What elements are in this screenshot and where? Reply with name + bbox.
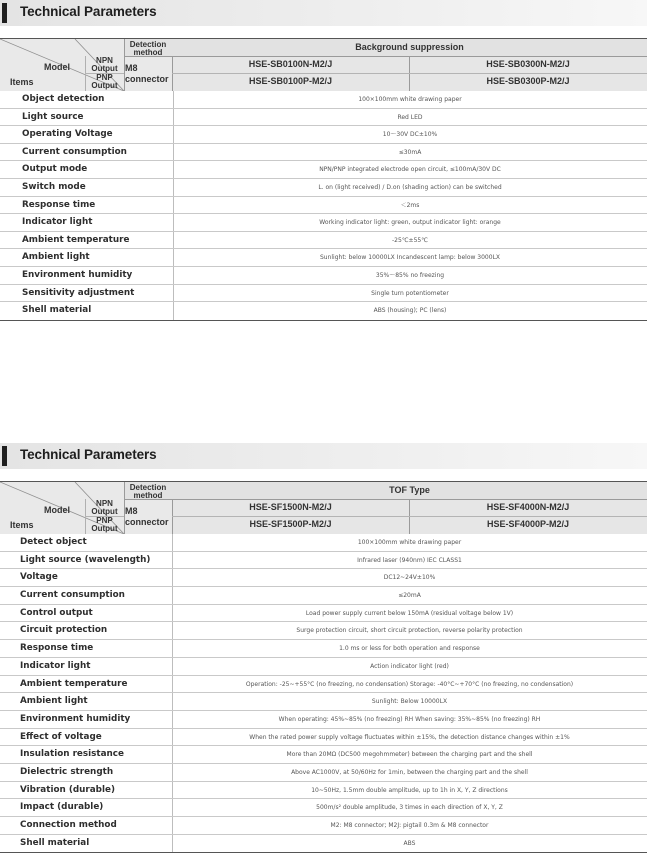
row-value: ＜2ms — [400, 201, 420, 209]
row-value: ABS (housing); PC (lens) — [373, 307, 447, 315]
row-label: Indicator light — [22, 217, 93, 228]
row-value: DC12~24V±10% — [383, 574, 436, 582]
row-value: 100×100mm white drawing paper — [357, 539, 462, 546]
table-row — [0, 817, 647, 835]
row-label: Vibration (durable) — [20, 784, 115, 795]
row-label: Connection method — [20, 820, 117, 830]
model-npn-2: HSE-SF4000N-M2/J — [486, 502, 570, 512]
table-row — [0, 658, 647, 676]
detection-method-label: Detection method — [129, 40, 167, 57]
row-value: Action indicator light (red) — [370, 662, 449, 670]
table-row — [0, 622, 647, 640]
model-label: Model — [44, 505, 70, 515]
table-row — [0, 729, 647, 747]
table-row — [0, 249, 647, 267]
model-pnp-1: HSE-SF1500P-M2/J — [249, 519, 332, 529]
section-title-bar — [0, 0, 647, 26]
row-value: Operation: -25~+55°C (no freezing, no condensation) Storage: -40°C~+70°C (no freezing, no condensation) — [245, 680, 574, 688]
row-value: Sunlight: Below 10000LX — [371, 698, 448, 706]
table-header — [0, 482, 647, 534]
row-label: Effect of voltage — [20, 731, 102, 742]
table-row — [0, 534, 647, 552]
row-value: ≤30mA — [398, 148, 422, 156]
row-label: Operating Voltage — [22, 129, 113, 140]
row-label: Environment humidity — [20, 713, 131, 724]
row-value: Sunlight: below 10000LX Incandescent lamp: below 3000LX — [319, 254, 501, 262]
table-row — [0, 126, 647, 144]
model-npn-1: HSE-SF1500N-M2/J — [249, 502, 332, 512]
row-value: When the rated power supply voltage fluctuates within ±15%, the detection distance changes within ±1% — [249, 733, 570, 741]
row-value: Red LED — [397, 113, 423, 121]
row-value: -25℃±55℃ — [392, 236, 428, 244]
model-npn-2: HSE-SB0300N-M2/J — [486, 59, 570, 69]
row-value: M2: M8 connector; M2J: pigtail 0.3m & M8 connector — [330, 822, 489, 829]
row-label: Sensitivity adjustment — [22, 287, 135, 298]
row-value: Infrared laser (940nm) IEC CLASS1 — [357, 556, 462, 564]
model-npn-1: HSE-SB0100N-M2/J — [248, 59, 333, 69]
table-row — [0, 179, 647, 197]
group-title: TOF Type — [389, 485, 430, 495]
row-value: NPN/PNP integrated electrode open circuit, ≤100mA/30V DC — [319, 166, 501, 174]
row-value: ≤20mA — [398, 592, 421, 600]
section-title: Technical Parameters — [20, 4, 157, 19]
row-label: Object detection — [22, 94, 105, 104]
row-value: Single turn potentiometer — [371, 289, 449, 297]
row-label: Ambient temperature — [22, 234, 130, 245]
row-value: Above AC1000V, at 50/60Hz for 1min, between the charging part and the shell — [291, 768, 528, 776]
model-pnp-2: HSE-SF4000P-M2/J — [486, 519, 570, 529]
row-label: Dielectric strength — [20, 766, 114, 777]
row-label: Insulation resistance — [20, 749, 124, 760]
table-row — [0, 109, 647, 127]
table-row — [0, 764, 647, 782]
pnp-output-label: PNP Output — [91, 73, 118, 90]
table-row — [0, 161, 647, 179]
table-row — [0, 214, 647, 232]
row-value: Load power supply current below 150mA (residual voltage below 1V) — [305, 609, 514, 617]
table-row — [0, 782, 647, 800]
items-label: Items — [10, 520, 34, 530]
model-pnp-1: HSE-SB0100P-M2/J — [248, 76, 333, 86]
npn-output-label: NPN Output — [91, 56, 118, 73]
row-label: Control output — [20, 607, 93, 618]
table-row — [0, 285, 647, 303]
row-label: Current consumption — [22, 146, 127, 157]
row-value: Surge protection circuit, short circuit protection, reverse polarity protection — [296, 627, 523, 635]
title-marker — [2, 446, 7, 466]
row-label: Impact (durable) — [20, 802, 104, 813]
row-value: 1.0 ms or less for both operation and response — [339, 645, 480, 653]
title-marker — [2, 3, 7, 23]
row-value: 500m/s² double amplitude, 3 times in each direction of X, Y, Z — [316, 804, 503, 812]
table-row — [0, 91, 647, 109]
technical-parameters-section-2 — [0, 443, 647, 848]
row-label: Output mode — [22, 164, 88, 175]
connector-label: M8 connector — [125, 63, 169, 84]
spec-table — [0, 481, 647, 853]
row-label: Light source — [22, 111, 84, 122]
table-row — [0, 605, 647, 623]
pnp-output-label: PNP Output — [91, 516, 118, 533]
table-header — [0, 39, 647, 91]
technical-parameters-section-1 — [0, 0, 647, 316]
table-row — [0, 267, 647, 285]
table-row — [0, 711, 647, 729]
npn-output-label: NPN Output — [91, 499, 118, 516]
row-label: Current consumption — [20, 590, 125, 601]
table-row — [0, 693, 647, 711]
detection-method-label: Detection method — [129, 483, 167, 500]
table-row — [0, 552, 647, 570]
row-label: Ambient light — [22, 252, 90, 263]
row-value: 35%～85% no freezing — [375, 271, 445, 279]
table-row — [0, 587, 647, 605]
row-label: Environment humidity — [22, 269, 133, 280]
table-row — [0, 144, 647, 162]
table-row — [0, 232, 647, 250]
table-row — [0, 302, 647, 320]
items-label: Items — [10, 77, 34, 87]
table-row — [0, 569, 647, 587]
table-row — [0, 746, 647, 764]
row-value: 10~50Hz, 1.5mm double amplitude, up to 1h in X, Y, Z directions — [311, 786, 508, 794]
connector-label: M8 connector — [125, 506, 169, 527]
table-row — [0, 197, 647, 215]
table-row — [0, 676, 647, 694]
row-value: When operating: 45%~85% (no freezing) RH When saving: 35%~85% (no freezing) RH — [278, 715, 541, 723]
table-body — [0, 91, 647, 320]
row-label: Ambient temperature — [20, 678, 128, 689]
group-title: Background suppression — [355, 42, 464, 52]
model-pnp-2: HSE-SB0300P-M2/J — [486, 76, 570, 86]
spec-table — [0, 38, 647, 321]
table-row — [0, 835, 647, 853]
row-label: Response time — [22, 199, 96, 210]
row-label: Voltage — [20, 572, 58, 583]
row-value: 100×100mm white drawing paper — [358, 96, 462, 103]
table-body — [0, 534, 647, 852]
section-title: Technical Parameters — [20, 447, 157, 462]
row-label: Shell material — [22, 305, 92, 316]
row-label: Detect object — [20, 537, 87, 547]
row-label: Shell material — [20, 837, 90, 848]
row-label: Light source (wavelength) — [20, 554, 151, 565]
row-label: Ambient light — [20, 696, 88, 707]
model-label: Model — [44, 62, 70, 72]
row-label: Indicator light — [20, 660, 91, 671]
row-label: Response time — [20, 643, 94, 654]
row-value: ABS — [403, 839, 416, 847]
row-label: Circuit protection — [20, 625, 108, 636]
table-row — [0, 640, 647, 658]
row-value: Working indicator light: green, output indicator light: orange — [319, 219, 501, 227]
row-value: L. on (light received) / D.on (shading action) can be switched — [318, 183, 502, 191]
table-row — [0, 799, 647, 817]
row-label: Switch mode — [22, 181, 86, 192]
row-value: More than 20MΩ (DC500 megohmmeter) between the charging part and the shell — [286, 751, 533, 759]
row-value: 10～30V DC±10% — [382, 131, 438, 139]
section-title-bar — [0, 443, 647, 469]
